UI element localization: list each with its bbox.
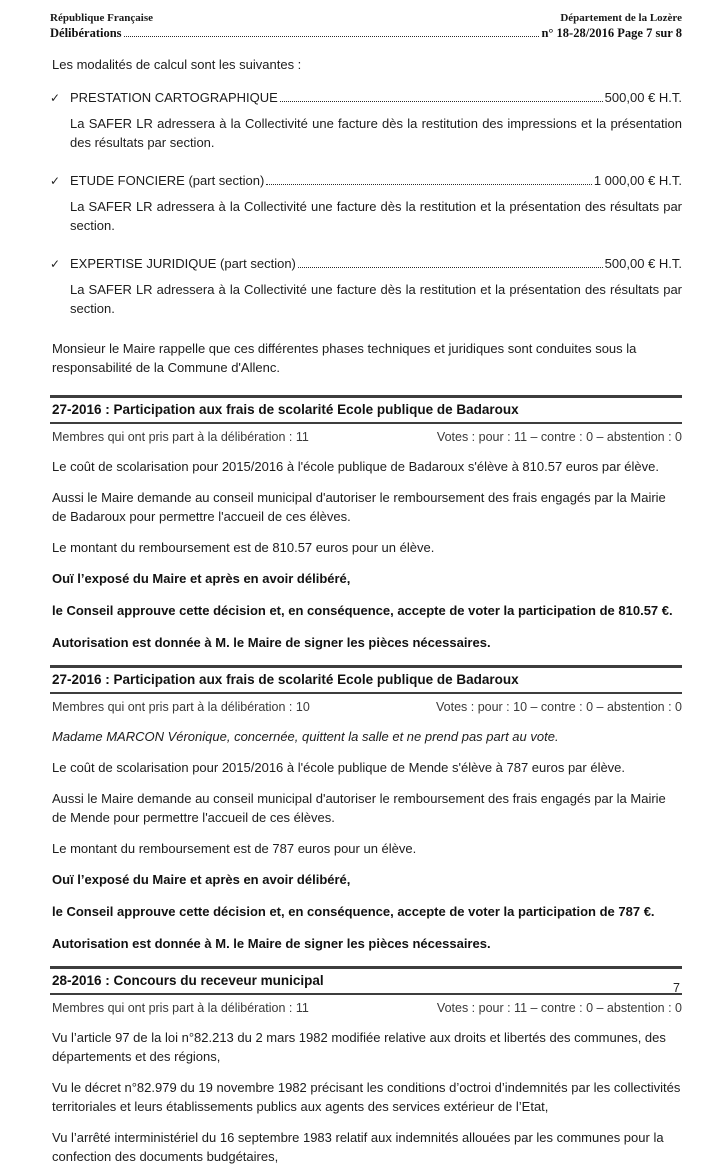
fee-label: ETUDE FONCIERE (part section)	[70, 173, 265, 188]
fee-amount: 500,00 € H.T.	[604, 90, 682, 105]
members-count: Membres qui ont pris part à la délibération : 11	[52, 430, 309, 444]
paragraph: Autorisation est donnée à M. le Maire de signer les pièces nécessaires.	[52, 936, 491, 951]
section-title: 27-2016 : Participation aux frais de scolarité Ecole publique de Badaroux	[50, 665, 682, 694]
fee-amount: 500,00 € H.T.	[604, 256, 682, 271]
section-meta	[50, 424, 682, 444]
section-meta	[50, 995, 682, 1015]
deliberation-section-28-2016	[50, 966, 682, 1166]
fee-description: La SAFER LR adressera à la Collectivité une facture dès la restitution et la présentation des résultats par section.	[70, 199, 682, 233]
paragraph: Vu l’article 97 de la loi n°82.213 du 2 mars 1982 modifiée relative aux droits et libertés des communes, des départements et des régions,	[52, 1030, 666, 1064]
paragraph: le Conseil approuve cette décision et, en conséquence, accepte de voter la participation de 810.57 €.	[52, 603, 673, 618]
paragraph: Le coût de scolarisation pour 2015/2016 à l'école publique de Badaroux s'élève à 810.57 euros par élève.	[52, 459, 660, 474]
checkmark-icon: ✓	[50, 257, 61, 271]
header-departement: Département de la Lozère	[560, 12, 682, 24]
header-row-1	[50, 12, 682, 24]
list-item	[50, 256, 682, 333]
dotted-leader	[124, 36, 540, 37]
votes-summary: Votes : pour : 11 – contre : 0 – abstention : 0	[436, 430, 682, 444]
paragraph: Aussi le Maire demande au conseil municipal d'autoriser le remboursement des frais engagés par la Mairie de Badaroux pour permettre l'accueil de ces élèves.	[52, 490, 666, 524]
paragraph: Autorisation est donnée à M. le Maire de signer les pièces nécessaires.	[52, 635, 491, 650]
checkmark-icon: ✓	[50, 91, 61, 105]
votes-summary: Votes : pour : 11 – contre : 0 – abstention : 0	[436, 1001, 682, 1015]
header-doc-label: Délibérations	[50, 26, 122, 40]
deliberation-section-27-2016-a	[50, 395, 682, 652]
page-header	[50, 12, 682, 41]
paragraph: Ouï l’exposé du Maire et après en avoir délibéré,	[52, 571, 351, 586]
fee-line	[70, 256, 682, 271]
section-meta	[50, 694, 682, 714]
list-item	[50, 90, 682, 167]
paragraph: Le montant du remboursement est de 810.57 euros pour un élève.	[52, 540, 435, 555]
checkmark-icon: ✓	[50, 174, 61, 188]
header-doc-ref: n° 18-28/2016 Page 7 sur 8	[541, 26, 682, 40]
section-title: 28-2016 : Concours du receveur municipal	[50, 966, 682, 995]
fee-description: La SAFER LR adressera à la Collectivité une facture dès la restitution des impressions et la présentation des résultats par section.	[70, 116, 682, 150]
members-count: Membres qui ont pris part à la délibération : 10	[52, 700, 310, 714]
paragraph: Vu le décret n°82.979 du 19 novembre 1982 précisant les conditions d’octroi d’indemnités par les collectivités territoriales et leurs établissements publics aux agents des services extérieur de l’Etat,	[52, 1080, 681, 1114]
fee-label: EXPERTISE JURIDIQUE (part section)	[70, 256, 296, 271]
votes-summary: Votes : pour : 10 – contre : 0 – abstention : 0	[436, 700, 682, 714]
fee-line	[70, 90, 682, 105]
header-republique: République Française	[50, 12, 153, 24]
paragraph: le Conseil approuve cette décision et, en conséquence, accepte de voter la participation de 787 €.	[52, 904, 655, 919]
paragraph: Le montant du remboursement est de 787 euros pour un élève.	[52, 841, 417, 856]
mayor-note: Monsieur le Maire rappelle que ces différentes phases techniques et juridiques sont conduites sous la responsabilité de la Commune d'Allenc.	[52, 341, 637, 375]
dotted-leader	[280, 101, 603, 102]
header-row-2	[50, 26, 682, 41]
paragraph: Madame MARCON Véronique, concernée, quittent la salle et ne prend pas part au vote.	[52, 729, 559, 744]
page-number: 7	[673, 981, 680, 995]
section-title: 27-2016 : Participation aux frais de scolarité Ecole publique de Badaroux	[50, 395, 682, 424]
members-count: Membres qui ont pris part à la délibération : 11	[52, 1001, 309, 1015]
paragraph: Vu l’arrêté interministériel du 16 septembre 1983 relatif aux indemnités allouées par les communes pour la confection des documents budgétaires,	[52, 1130, 664, 1164]
paragraph: Ouï l’exposé du Maire et après en avoir délibéré,	[52, 872, 351, 887]
list-item	[50, 173, 682, 250]
paragraph: Aussi le Maire demande au conseil municipal d'autoriser le remboursement des frais engagés par la Mairie de Mende pour permettre l'accueil de ces élèves.	[52, 791, 666, 825]
intro-line: Les modalités de calcul sont les suivantes :	[52, 57, 302, 72]
fee-label: PRESTATION CARTOGRAPHIQUE	[70, 90, 278, 105]
dotted-leader	[266, 184, 592, 185]
fee-description: La SAFER LR adressera à la Collectivité une facture dès la restitution et la présentation des résultats par section.	[70, 282, 682, 316]
paragraph: Le coût de scolarisation pour 2015/2016 à l'école publique de Mende s'élève à 787 euros par élève.	[52, 760, 626, 775]
deliberation-section-27-2016-b	[50, 665, 682, 953]
dotted-leader	[298, 267, 603, 268]
fee-line	[70, 173, 682, 188]
fee-amount: 1 000,00 € H.T.	[593, 173, 682, 188]
